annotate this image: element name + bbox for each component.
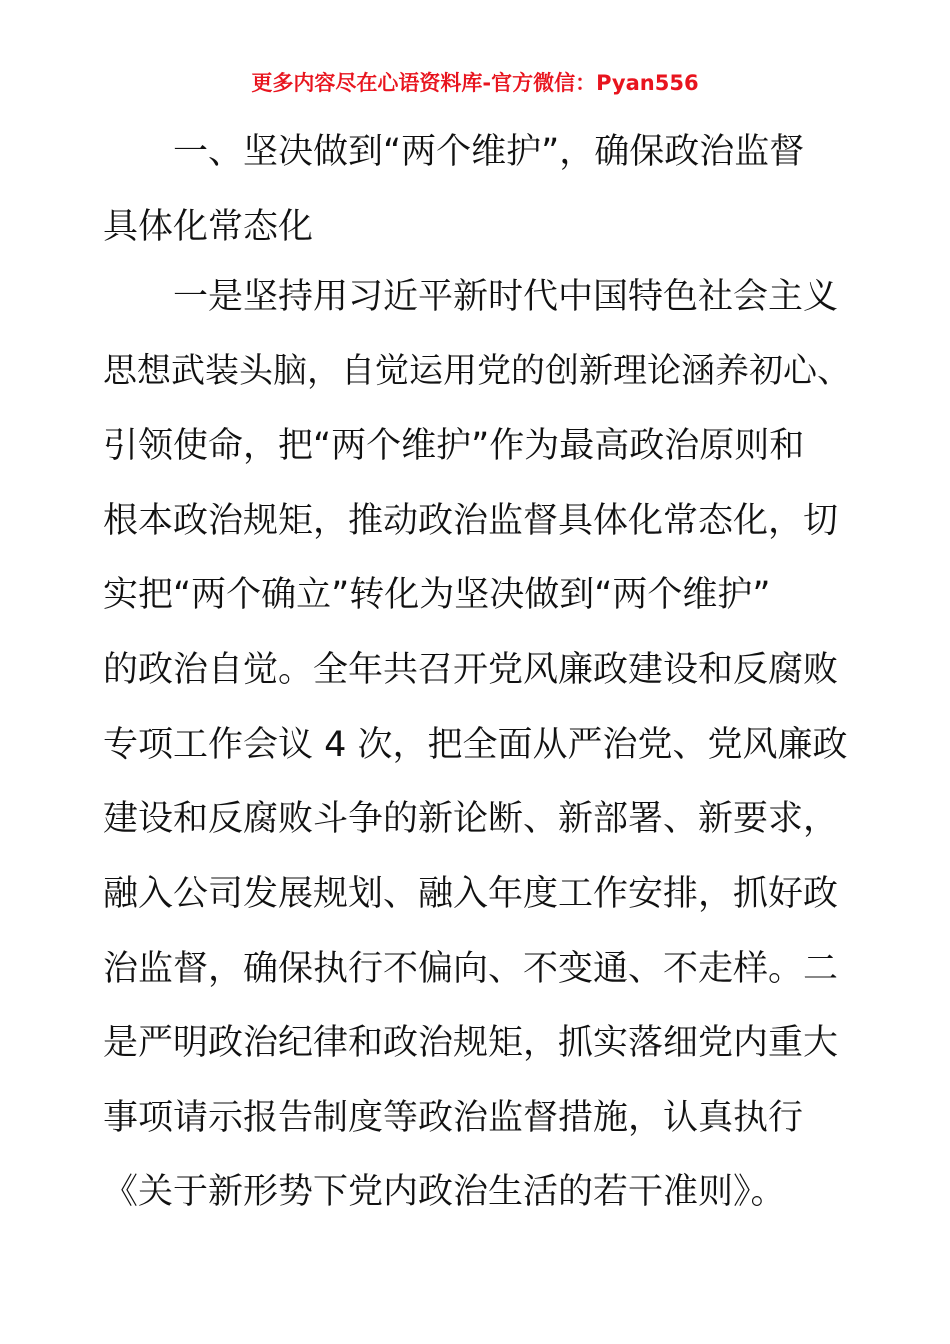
text-line: 引领使命，把“两个维护”作为最高政治原则和 xyxy=(103,426,805,466)
header-banner: 更多内容尽在心语资料库-官方微信：Pyan556 xyxy=(251,71,699,95)
text-line: 一是坚持用习近平新时代中国特色社会主义 xyxy=(103,277,839,317)
text-line: 治监督，确保执行不偏向、不变通、不走样。二 xyxy=(103,949,839,989)
text-line: 建设和反腐败斗争的新论断、新部署、新要求， xyxy=(103,799,839,839)
text-line: 实把“两个确立”转化为坚决做到“两个维护” xyxy=(103,575,771,615)
text-line: 专项工作会议 4 次，把全面从严治党、党风廉政 xyxy=(103,725,848,765)
text-line: 一、坚决做到“两个维护”，确保政治监督 xyxy=(103,132,805,172)
text-line: 是严明政治纪律和政治规矩，抓实落细党内重大 xyxy=(103,1023,839,1063)
text-line: 融入公司发展规划、融入年度工作安排，抓好政 xyxy=(103,874,839,914)
text-line: 根本政治规矩，推动政治监督具体化常态化，切 xyxy=(103,501,839,541)
text-line: 的政治自觉。全年共召开党风廉政建设和反腐败 xyxy=(103,650,839,690)
text-line: 思想武装头脑，自觉运用党的创新理论涵养初心、 xyxy=(103,351,851,391)
text-line: 具体化常态化 xyxy=(103,207,314,247)
text-line: 《关于新形势下党内政治生活的若干准则》。 xyxy=(103,1172,786,1212)
text-line: 事项请示报告制度等政治监督措施，认真执行 xyxy=(103,1098,804,1138)
